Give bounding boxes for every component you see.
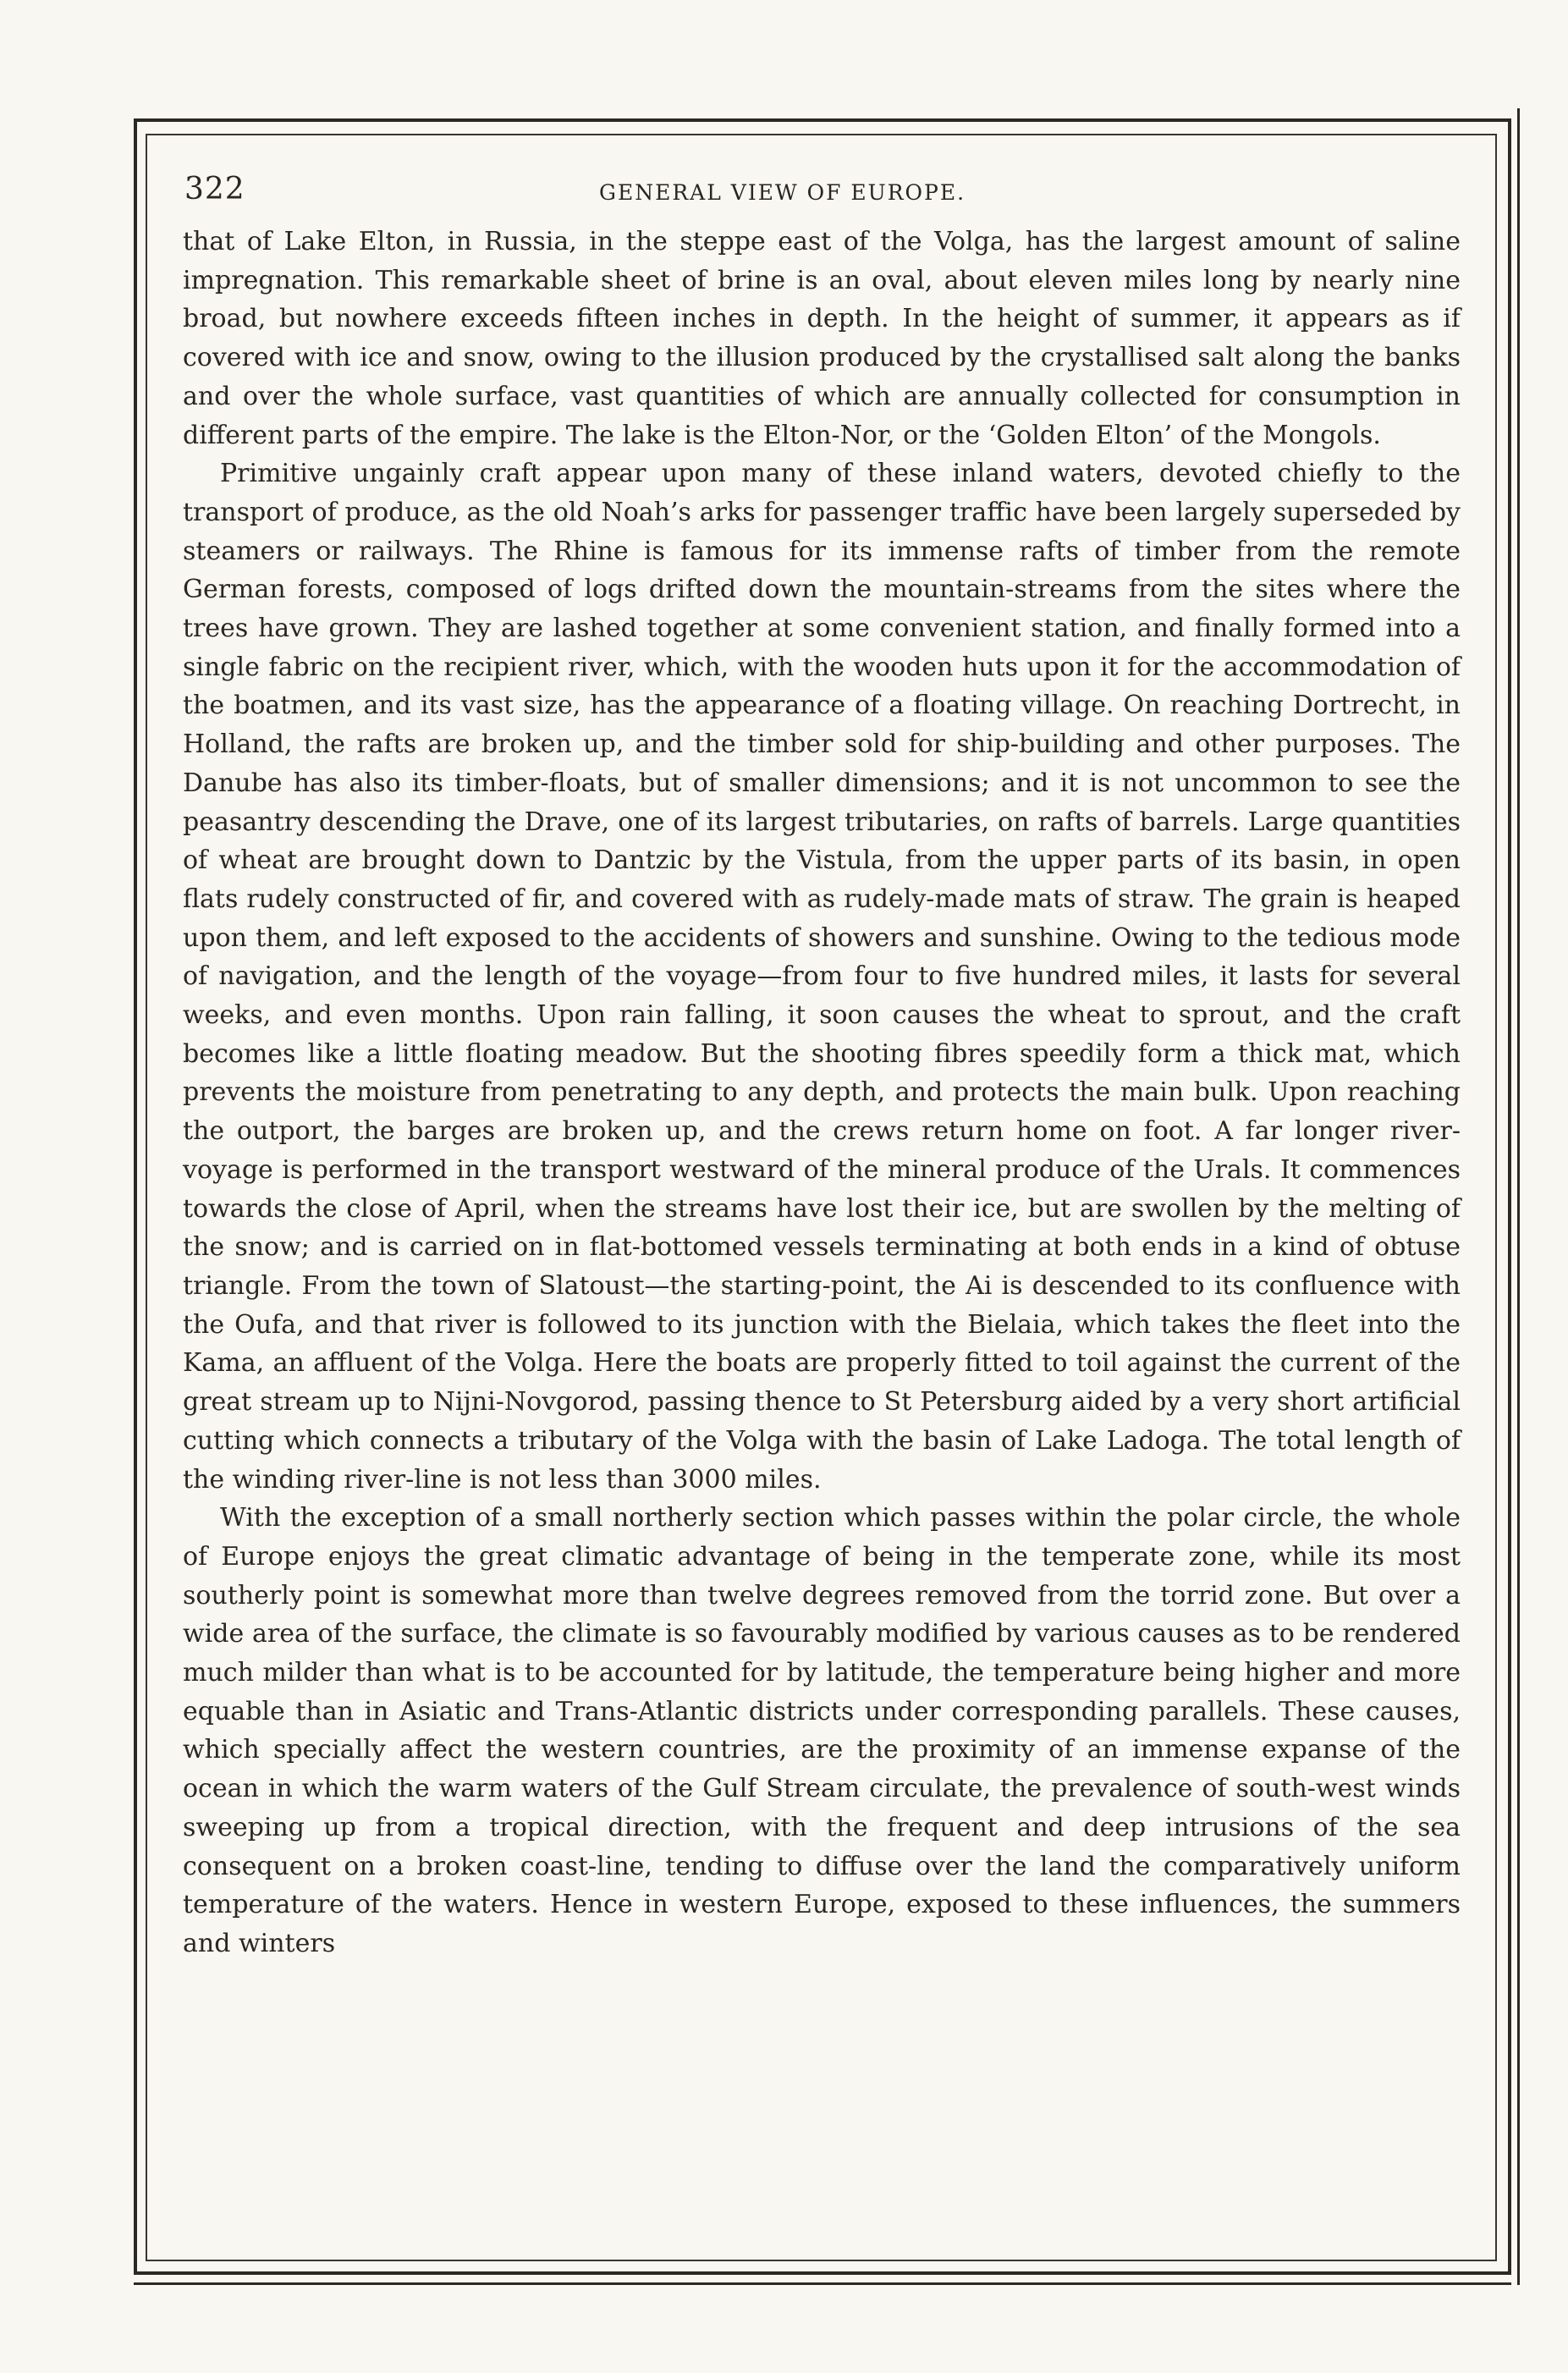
paragraph-lake-elton: that of Lake Elton, in Russia, in the steppe east of the Volga, has the largest amount of saline impregnation. This remarkable sheet of brine is an oval, about eleven miles long by nearly nine broad, but nowhere exceeds fifteen inches in depth. In the height of summer, it appears as if covered with ice and snow, owing to the illusion produced by the crystallised salt along the banks and over the whole surface, vast quantities of which are annually collected for consumption in different parts of the empire. The lake is the Elton-Nor, or the ‘Golden Elton’ of the Mongols.	[183, 227, 1461, 450]
page-border-bottom-rule	[134, 2282, 1511, 2285]
page-header	[184, 172, 1454, 214]
paragraph-river-craft: Primitive ungainly craft appear upon many of these inland waters, devoted chiefly to the transport of produce, as the old Noah’s arks for passenger traffic have been largely superseded by steamers or railways. The Rhine is famous for its immense rafts of timber from the remote German forests, composed of logs drifted down the mountain-streams from the sites where the trees have grown. They are lashed together at some convenient station, and finally formed into a single fabric on the recipient river, which, with the wooden huts upon it for the accommodation of the boatmen, and its vast size, has the appearance of a floating village. On reaching Dortrecht, in Holland, the rafts are broken up, and the timber sold for ship-building and other purposes. The Danube has also its timber-floats, but of smaller dimensions; and it is not uncommon to see the peasantry descending the Drave, one of its largest tributaries, on rafts of barrels. Large quantities of wheat are brought down to Dantzic by the Vistula, from the upper parts of its basin, in open flats rudely constructed of fir, and covered with as rudely-made mats of straw. The grain is heaped upon them, and left exposed to the accidents of showers and sunshine. Owing to the tedious mode of navigation, and the length of the voyage—from four to five hundred miles, it lasts for several weeks, and even months. Upon rain falling, it soon causes the wheat to sprout, and the craft becomes like a little floating meadow. But the shooting fibres speedily form a thick mat, which prevents the moisture from penetrating to any depth, and protects the main bulk. Upon reaching the outport, the barges are broken up, and the crews return home on foot. A far longer river-voyage is performed in the transport westward of the mineral produce of the Urals. It commences towards the close of April, when the streams have lost their ice, but are swollen by the melting of the snow; and is carried on in flat-bottomed vessels terminating at both ends in a kind of obtuse triangle. From the town of Slatoust—the starting-point, the Ai is descended to its confluence with the Oufa, and that river is followed to its junction with the Bielaia, which takes the fleet into the Kama, an affluent of the Volga. Here the boats are properly fitted to toil against the current of the great stream up to Nijni-Novgorod, passing thence to St Petersburg aided by a very short artificial cutting which connects a tributary of the Volga with the basin of Lake Ladoga. The total length of the winding river-line is not less than 3000 miles.	[183, 459, 1461, 1495]
page-number: 322	[184, 172, 245, 206]
running-head: GENERAL VIEW OF EUROPE.	[599, 180, 966, 205]
page-border-right-rule	[1517, 108, 1520, 2285]
paragraph-climate: With the exception of a small northerly section which passes within the polar circle, the whole of Europe enjoys the great climatic advantage of being in the temperate zone, while its most southerly point is somewhat more than twelve degrees removed from the torrid zone. But over a wide area of the surface, the climate is so favourably modified by various causes as to be rendered much milder than what is to be accounted for by latitude, the temperature being higher and more equable than in Asiatic and Trans-Atlantic districts under corresponding parallels. These causes, which specially affect the western countries, are the proximity of an immense expanse of the ocean in which the warm waters of the Gulf Stream circulate, the prevalence of south-west winds sweeping up from a tropical direction, with the frequent and deep intrusions of the sea consequent on a broken coast-line, tending to diffuse over the land the comparatively uniform temperature of the waters. Hence in western Europe, exposed to these influences, the summers and winters	[183, 1503, 1461, 1958]
body-text	[183, 223, 1461, 1963]
